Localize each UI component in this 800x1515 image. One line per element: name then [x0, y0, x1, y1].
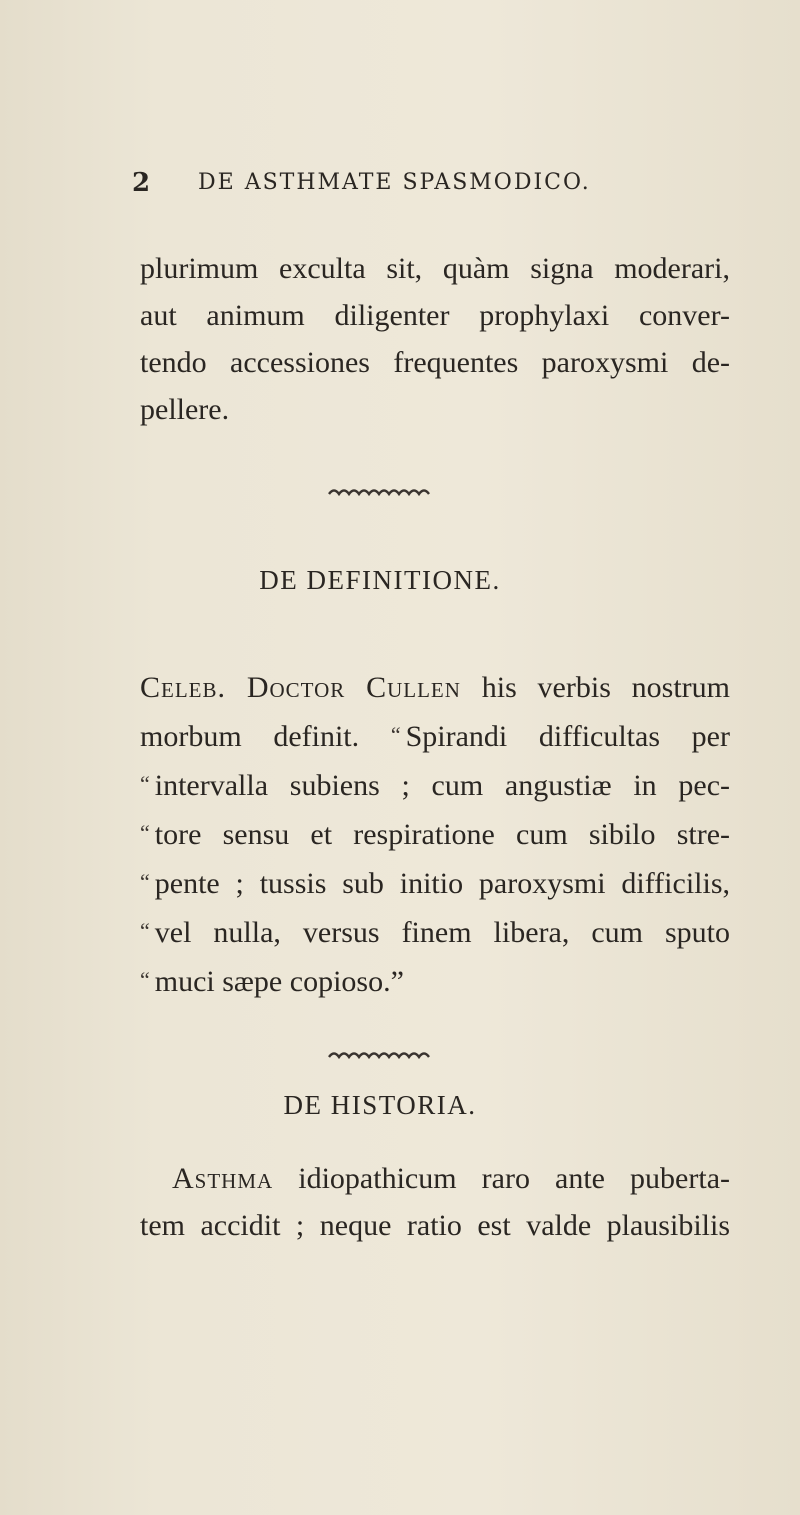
text-line: plurimum exculta sit, quàm signa moderari,: [140, 252, 730, 285]
running-head: DE ASTHMATE SPASMODICO.: [198, 170, 591, 195]
paragraph-definition: [140, 664, 730, 1005]
ornament-divider: [325, 484, 435, 498]
section-heading-historia: DE HISTORIA.: [283, 1090, 477, 1120]
quote-mark: “: [140, 820, 150, 845]
text-fragment: his verbis nostrum: [481, 671, 731, 704]
text-fragment: muci sæpe copioso.”: [154, 965, 404, 998]
text-line: [140, 760, 730, 809]
text-line: [140, 956, 730, 1005]
text-line: pellere.: [140, 393, 230, 426]
word-doctor: Doctor: [246, 671, 346, 704]
word-asthma: Asthma: [172, 1162, 274, 1195]
quote-mark: “: [140, 967, 150, 992]
quote-mark: “: [390, 722, 401, 747]
name-cullen: Cullen: [366, 671, 461, 704]
text-fragment: intervalla subiens ; cum angustiæ in pec-: [154, 769, 730, 802]
section-heading-definitione: DE DEFINITIONE.: [259, 565, 501, 595]
quote-mark: “: [140, 918, 150, 943]
text-fragment: morbum definit.: [140, 720, 360, 753]
text-line: aut animum diligenter prophylaxi conver-: [140, 299, 730, 332]
page-header: [132, 168, 692, 208]
page-number: 2: [132, 168, 151, 198]
text-line: tem accidit ; neque ratio est valde plausibilis: [140, 1209, 730, 1242]
text-line: [140, 664, 730, 711]
text-line: [140, 809, 730, 858]
text-line: [140, 858, 730, 907]
paragraph-intro: [140, 245, 730, 433]
text-line: [140, 1155, 730, 1202]
text-fragment: Spirandi difficultas per: [405, 720, 730, 753]
text-fragment: idiopathicum raro ante puberta-: [298, 1162, 731, 1195]
quote-mark: “: [140, 869, 150, 894]
text-line: [140, 907, 730, 956]
paragraph-historia: [140, 1155, 730, 1249]
text-line: tendo accessiones frequentes paroxysmi de-: [140, 346, 730, 379]
ornament-divider: [325, 1047, 435, 1061]
text-fragment: tore sensu et respiratione cum sibilo stre-: [154, 818, 730, 851]
abbrev-celeb: Celeb.: [140, 671, 226, 704]
text-fragment: pente ; tussis sub initio paroxysmi difficilis,: [154, 867, 730, 900]
quote-mark: “: [140, 771, 150, 796]
text-fragment: vel nulla, versus finem libera, cum sputo: [154, 916, 730, 949]
text-line: [140, 711, 730, 760]
